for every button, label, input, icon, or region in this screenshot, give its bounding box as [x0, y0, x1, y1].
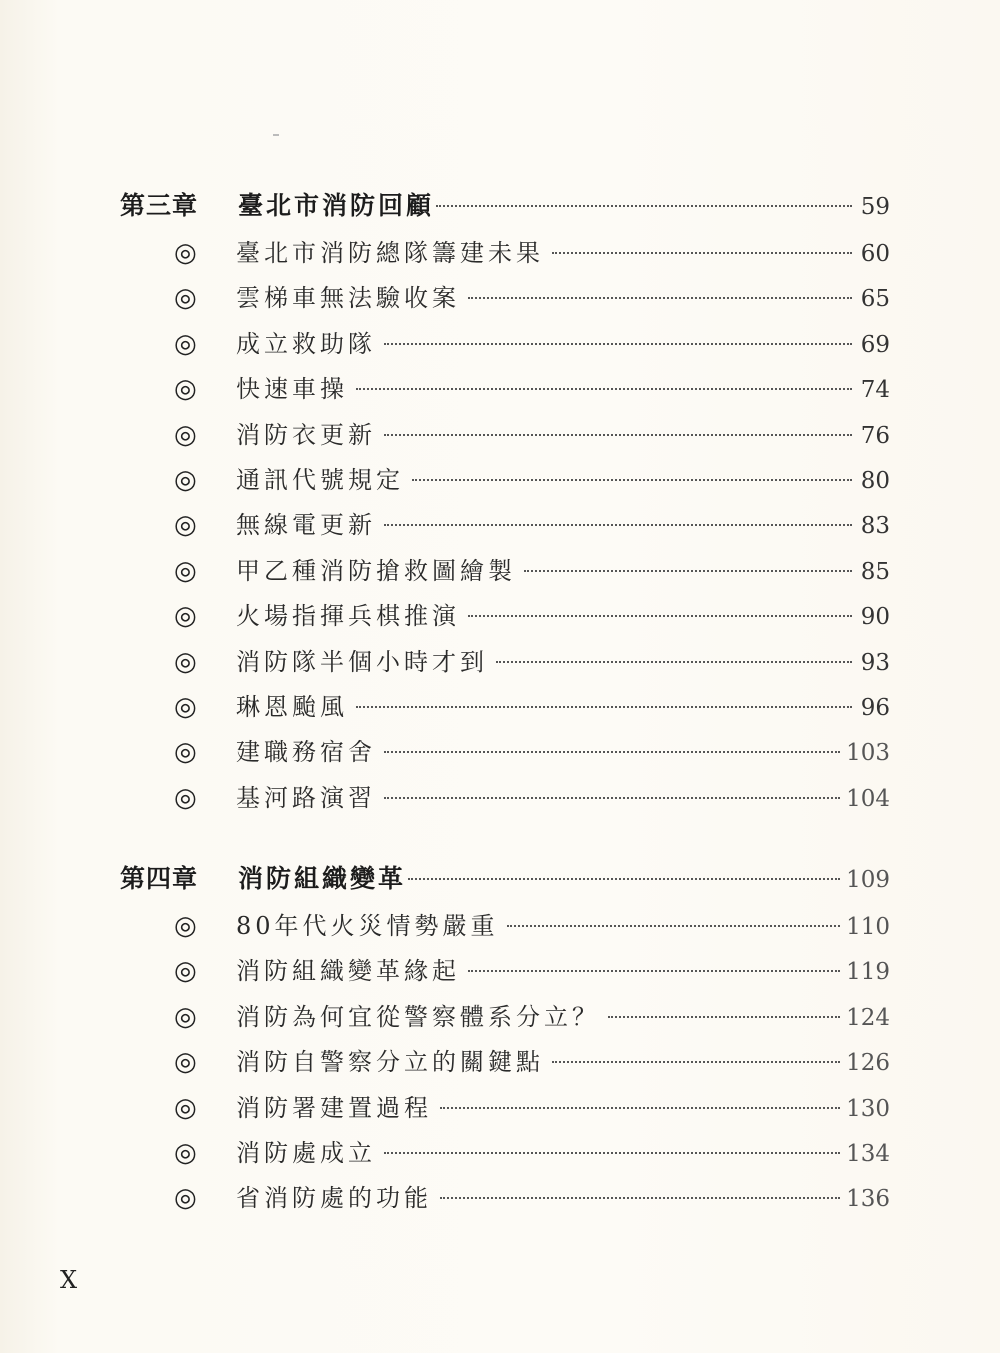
chapter-section-4 [120, 856, 890, 1222]
dot-leader [436, 205, 852, 207]
entry-title: 雲梯車無法驗收案 [236, 284, 460, 313]
toc-entry[interactable] [120, 1131, 890, 1176]
entry-page-number: 80 [860, 467, 890, 494]
dot-leader [496, 661, 852, 663]
entry-title: 火場指揮兵棋推演 [236, 602, 460, 631]
entry-page-number: 90 [860, 604, 890, 631]
entry-title: 消防組織變革緣起 [236, 957, 460, 986]
entry-page-number: 110 [846, 914, 890, 940]
chapter-title: 臺北市消防回顧 [238, 191, 435, 220]
entry-page-number: 126 [846, 1050, 890, 1077]
dot-leader [384, 797, 840, 799]
dot-leader [412, 479, 852, 481]
entry-title: 80年代火災情勢嚴重 [236, 912, 499, 940]
dot-leader [384, 1152, 840, 1154]
paper-speck [273, 134, 279, 136]
entry-title: 成立救助隊 [236, 329, 376, 358]
toc-entry[interactable] [120, 685, 890, 730]
chapter-title: 消防組織變革 [238, 864, 407, 893]
dot-leader [552, 1061, 840, 1063]
entry-page-number: 76 [860, 422, 890, 449]
toc-entry[interactable] [120, 730, 890, 775]
entry-page-number: 136 [846, 1186, 890, 1213]
toc-entry[interactable] [120, 1040, 890, 1085]
double-circle-bullet-icon: ◎ [174, 1001, 197, 1032]
dot-leader [384, 524, 852, 526]
chapter-heading[interactable] [120, 183, 890, 229]
double-circle-bullet-icon: ◎ [174, 238, 197, 268]
double-circle-bullet-icon: ◎ [174, 1183, 197, 1214]
toc-entry[interactable] [120, 594, 890, 639]
double-circle-bullet-icon: ◎ [174, 911, 197, 941]
toc-entry[interactable] [120, 776, 890, 821]
double-circle-bullet-icon: ◎ [174, 1047, 197, 1078]
dot-leader [384, 343, 852, 345]
chapter-page-number: 109 [846, 867, 890, 893]
entry-title: 甲乙種消防搶救圖繪製 [236, 556, 516, 585]
entry-title: 消防署建置過程 [236, 1093, 432, 1122]
double-circle-bullet-icon: ◎ [174, 646, 197, 677]
dot-leader [384, 434, 852, 436]
dot-leader [356, 388, 852, 390]
toc-entry[interactable] [120, 458, 890, 503]
double-circle-bullet-icon: ◎ [174, 1092, 197, 1123]
toc-entry[interactable] [120, 640, 890, 685]
double-circle-bullet-icon: ◎ [174, 464, 197, 495]
entry-title: 通訊代號規定 [236, 465, 404, 494]
toc-entry[interactable] [120, 904, 890, 949]
dot-leader [408, 878, 840, 880]
toc-entry[interactable] [120, 503, 890, 548]
entry-page-number: 85 [860, 558, 890, 585]
entry-page-number: 74 [860, 377, 890, 404]
entry-page-number: 119 [846, 959, 890, 986]
toc-entry[interactable] [120, 1086, 890, 1131]
dot-leader [507, 925, 841, 927]
entry-page-number: 83 [860, 513, 890, 540]
toc-entry[interactable] [120, 1176, 890, 1221]
entry-title: 臺北市消防總隊籌建未果 [236, 239, 544, 267]
entry-page-number: 104 [846, 785, 890, 812]
entry-page-number: 93 [860, 649, 890, 676]
double-circle-bullet-icon: ◎ [174, 419, 197, 450]
chapter-items [120, 231, 890, 821]
entry-page-number: 134 [846, 1140, 890, 1167]
toc-entry[interactable] [120, 322, 890, 367]
chapter-section-3 [120, 183, 890, 821]
chapter-label: 第三章 [120, 191, 199, 220]
entry-title: 消防自警察分立的關鍵點 [236, 1048, 544, 1077]
entry-page-number: 69 [860, 331, 890, 358]
entry-title: 無線電更新 [236, 511, 376, 540]
dot-leader [440, 1107, 840, 1109]
toc-entry[interactable] [120, 231, 890, 276]
toc-entry[interactable] [120, 276, 890, 321]
entry-page-number: 65 [860, 286, 890, 313]
double-circle-bullet-icon: ◎ [174, 555, 197, 586]
entry-title: 省消防處的功能 [236, 1184, 432, 1213]
chapter-page-number: 59 [860, 194, 890, 220]
double-circle-bullet-icon: ◎ [174, 283, 197, 314]
double-circle-bullet-icon: ◎ [174, 956, 197, 987]
dot-leader [524, 570, 852, 572]
dot-leader [384, 751, 840, 753]
chapter-label: 第四章 [120, 864, 199, 893]
entry-title: 消防處成立 [236, 1138, 376, 1167]
toc-entry[interactable] [120, 549, 890, 594]
entry-page-number: 130 [846, 1095, 890, 1122]
dot-leader [468, 970, 840, 972]
entry-title: 消防衣更新 [236, 420, 376, 449]
dot-leader [608, 1016, 840, 1018]
entry-page-number: 103 [846, 740, 890, 767]
entry-title: 消防隊半個小時才到 [236, 647, 488, 676]
entry-title: 琳恩颱風 [236, 692, 348, 721]
entry-page-number: 96 [860, 694, 890, 721]
dot-leader [552, 252, 852, 254]
entry-page-number: 60 [860, 241, 890, 267]
dot-leader [468, 615, 852, 617]
toc-entry[interactable] [120, 995, 890, 1040]
double-circle-bullet-icon: ◎ [174, 1137, 197, 1168]
page-folio: X [60, 1266, 78, 1294]
double-circle-bullet-icon: ◎ [174, 374, 197, 405]
double-circle-bullet-icon: ◎ [174, 782, 197, 813]
double-circle-bullet-icon: ◎ [174, 510, 197, 541]
chapter-heading[interactable] [120, 856, 890, 902]
dot-leader [440, 1197, 840, 1199]
entry-title: 建職務宿舍 [236, 738, 376, 767]
double-circle-bullet-icon: ◎ [174, 737, 197, 768]
entry-title: 消防為何宜從警察體系分立？ [236, 1002, 600, 1031]
double-circle-bullet-icon: ◎ [174, 691, 197, 722]
entry-title: 基河路演習 [236, 783, 376, 812]
toc-entry[interactable] [120, 413, 890, 458]
entry-title: 快速車操 [236, 375, 348, 404]
chapter-items [120, 904, 890, 1222]
entry-page-number: 124 [846, 1004, 890, 1031]
toc-entry[interactable] [120, 949, 890, 994]
double-circle-bullet-icon: ◎ [174, 601, 197, 632]
dot-leader [356, 706, 852, 708]
toc-entry[interactable] [120, 367, 890, 412]
double-circle-bullet-icon: ◎ [174, 328, 197, 359]
dot-leader [468, 297, 852, 299]
